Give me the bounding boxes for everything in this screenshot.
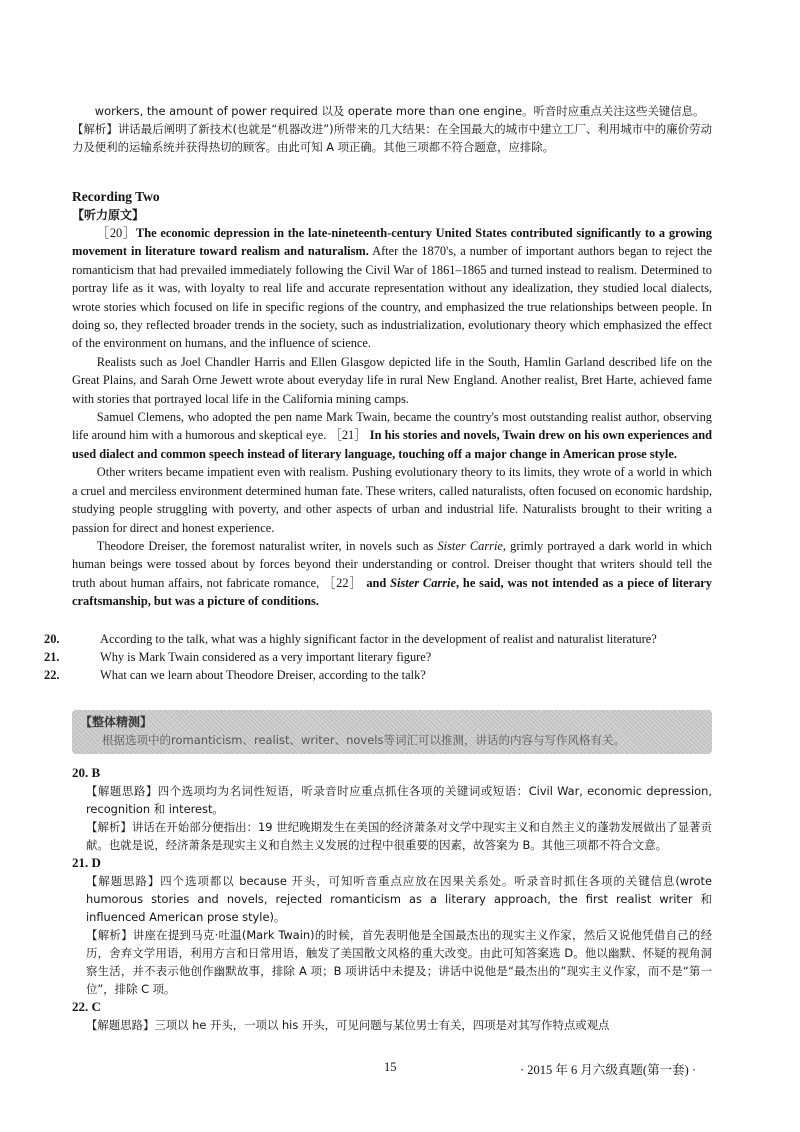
source-label: · 2015 年 6 月六级真题(第一套) · [520,1063,697,1077]
answer-20: 20. B [72,765,101,780]
transcript-heading: 【听力原文】 [72,208,145,222]
answer-21: 21. D [72,855,101,870]
recording-section [72,188,712,611]
transcript-paragraph-3: Samuel Clemens, who adopted the pen name Mark Twain, became the country's most outstanding realist author, observing life around him with a humorous and skeptical eye. ［21］ In his stories and novels, Twain drew on his own experiences and used dialect and common speech instead of literary language, touching off a major change in American prose style. [72,410,713,461]
analysis-20: 【解析】讲话在开始部分便指出：19 世纪晚期发生在美国的经济萧条对文学中现实主义和自然主义的蓬勃发展做出了显著贡献。也就是说，经济萧条是现实主义和自然主义发展的过程中很重要的因素，故答案为 B。其他三项都不符合文意。 [86,820,712,852]
marker-22: ［22］ [323,575,363,590]
analysis-21: 【解析】讲座在提到马克·吐温(Mark Twain)的时候，首先表明他是全国最杰出的现实主义作家，然后又说他凭借自己的经历，舍弃文学用语，利用方言和日常用语，触发了美国散文风格的重大改变。由此可知答案选 D。他以幽默、怀疑的视角洞察生活，并不表示他创作幽默故事，排除 A 项；B 项讲话中未提及；讲话中说他是“最杰出的”现实主义作家，而不是“第一位”，排除 C 项。 [86,928,712,996]
approach-21: 【解题思路】四个选项都以 because 开头，可知听音重点应放在因果关系处。听录音时抓住各项的关键信息(wrote humorous stories and novels, rejected romanticism as a literary approach, the first realist writer 和 influenced American prose style)。 [86,874,712,924]
key-sentence-22: and Sister Carrie, he said, was not intended as a piece of literary craftsmanship, but was a picture of conditions. [72,575,712,609]
approach-20: 【解题思路】四个选项均为名词性短语，听录音时应重点抓住各项的关键词或短语：Civil War, economic depression, recognition 和 interest。 [86,784,712,816]
analysis-19: 【解析】讲话最后阐明了新技术(也就是“机器改进”)所带来的几大结果：在全国最大的城市中建立工厂、利用城市中的廉价劳动力及便利的运输系统并获得热切的顾客。由此可知 A 项正确。其他三项都不符合题意，应排除。 [72,122,712,154]
approach-22: 【解题思路】三项以 he 开头，一项以 his 开头，可见问题与某位男士有关，四项是对其写作特点或观点 [86,1018,610,1032]
overall-prediction-box [72,710,712,754]
answers [72,764,712,1034]
recording-title: Recording Two [72,189,160,204]
question-21: 21. Why is Mark Twain considered as a very important literary figure? [44,650,432,665]
transcript-paragraph-2: Realists such as Joel Chandler Harris and Ellen Glasgow depicted life in the South, Hamlin Garland described life on the Great Plains, and Sarah Orne Jewett wrote about everyday life in rural New England. Another realist, Bret Harte, achieved fame with stories that portrayed local life in the California mining camps. [72,354,712,406]
transcript-paragraph-1: ［20］The economic depression in the late-nineteenth-century United States contributed significantly to a growing movement in literature toward realism and naturalism. After the 1870's, a number of important authors began to reject the romanticism that had prevailed immediately following the Civil War of 1861–1865 and turned instead to realism. Determined to portray life as it was, with loyalty to real life and accurate representation without any idealization, they studied local dialects, wrote stories which focused on life in specific regions of the country, and emphasized the true relationships between people. In doing so, they reflected broader trends in the society, such as industrialization, evolutionary theory which emphasized the effect of the environment on humans, and the influence of science. [72,226,712,351]
marker-20: ［20］ [96,226,136,240]
book-title: Sister Carrie [437,538,503,553]
box-body: 根据选项中的romanticism、realist、writer、novels等词汇可以推测，讲话的内容与写作风格有关。 [102,733,625,747]
box-title: 【整体精测】 [80,715,153,729]
keyword-note: workers, the amount of power required 以及 operate more than one engine。听音时应重点关注这些关键信息。 [94,104,705,118]
transcript-paragraph-5: Theodore Dreiser, the foremost naturalist writer, in novels such as Sister Carrie, grimly portrayed a dark world in which human beings were tossed about by forces beyond their understanding or control. Dreiser thought that writers should tell the truth about human affairs, not fabricate romance, ［22］ and Sister Carrie, he said, was not intended as a piece of literary craftsmanship, but was a picture of conditions. [72,538,713,609]
question-22: 22. What can we learn about Theodore Dreiser, according to the talk? [44,668,426,683]
top-section [72,102,712,156]
transcript-paragraph-4: Other writers became impatient even with realism. Pushing evolutionary theory to its limits, they wrote of a world in which a cruel and merciless environment determined human fate. These writers, called naturalists, often focused on economic hardship, studying people struggling with poverty, and other aspects of urban and industrial life. Naturalists brought to their writing a passion for direct and honest experience. [72,465,712,535]
key-sentence-21: In his stories and novels, Twain drew on his own experiences and used dialect and common speech instead of literary language, touching off a major change in American prose style. [72,428,713,461]
question-20: 20. According to the talk, what was a highly significant factor in the development of realist and naturalist literature? [44,632,657,646]
answer-22: 22. C [72,999,101,1014]
marker-21: ［21］ [329,428,367,443]
page-number: 15 [384,1060,397,1074]
key-sentence-20: The economic depression in the late-nineteenth-century United States contributed significantly to a growing movement in literature toward realism and naturalism. [72,226,712,259]
questions [44,630,712,685]
